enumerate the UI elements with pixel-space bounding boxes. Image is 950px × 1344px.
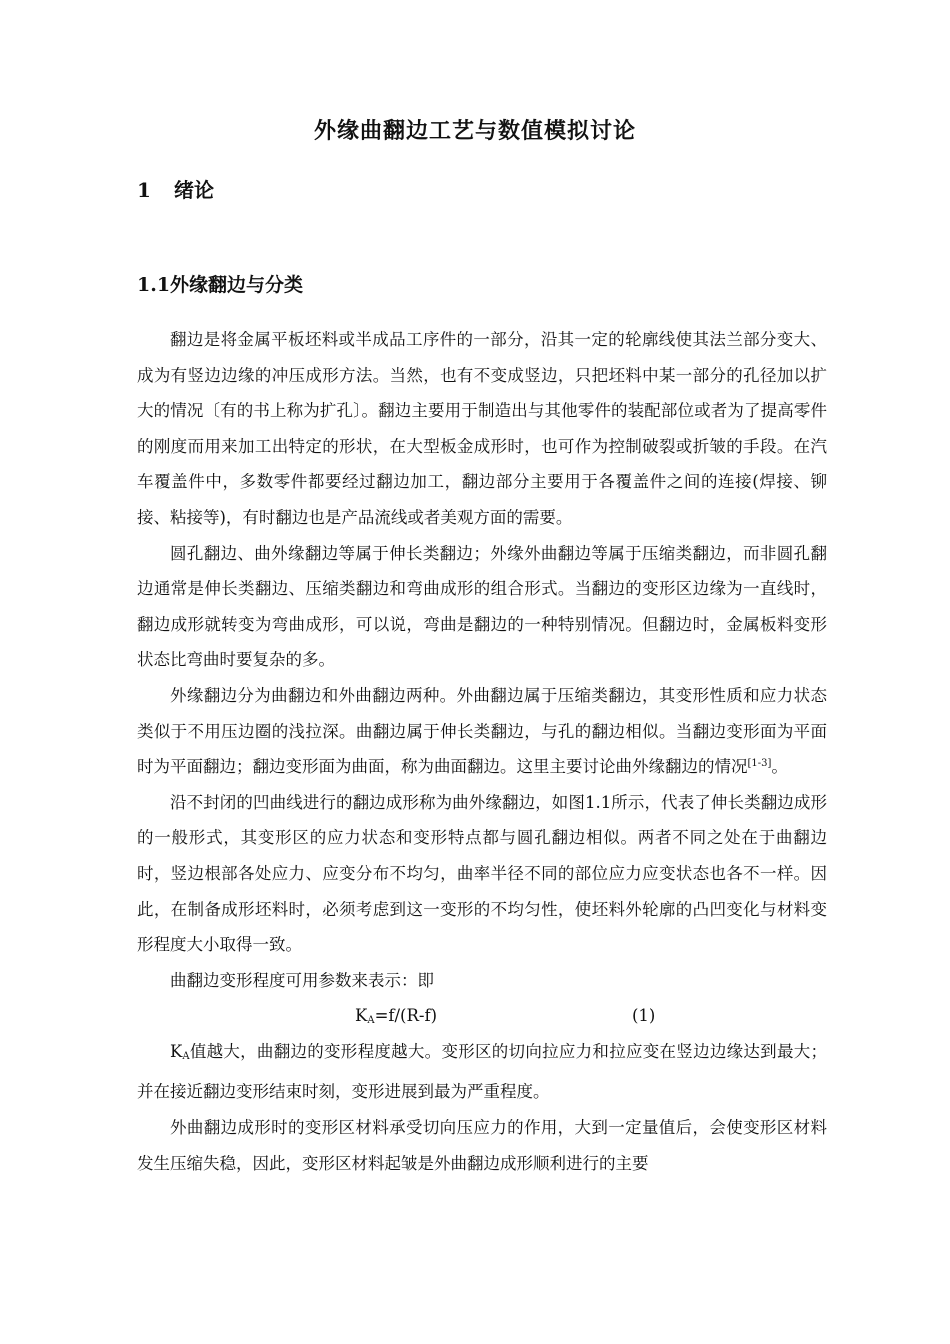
paragraph-7: 外曲翻边成形时的变形区材料承受切向压应力的作用，大到一定量值后，会使变形区材料发生压缩失稳，因此，变形区材料起皱是外曲翻边成形顺利进行的主要 <box>137 1118 827 1173</box>
paragraph-2: 圆孔翻边、曲外缘翻边等属于伸长类翻边；外缘外曲翻边等属于压缩类翻边，而非圆孔翻边通常是伸长类翻边、压缩类翻边和弯曲成形的组合形式。当翻边的变形区边缘为一直线时，翻边成形就转变为弯曲成形，可以说，弯曲是翻边的一种特别情况。但翻边时，金属板料变形状态比弯曲时要复杂的多。 <box>137 543 827 670</box>
section-heading-1 <box>137 174 214 203</box>
paragraph-3-text: 外缘翻边分为曲翻边和外曲翻边两种。外曲翻边属于压缩类翻边，其变形性质和应力状态类似于不用压边圈的浅拉深。曲翻边属于伸长类翻边，与孔的翻边相似。当翻边变形面为平面时为平面翻边；翻边变形面为曲面，称为曲面翻边。这里主要讨论曲外缘翻边的情况 <box>137 685 827 777</box>
citation-ref: [1-3] <box>747 758 772 770</box>
subsection-heading-1-1: 1.1外缘翻边与分类 <box>137 274 304 296</box>
equation-lhs: K <box>355 1006 368 1026</box>
paragraph-6-text: 值越大，曲翻边的变形程度越大。变形区的切向拉应力和拉应变在竖边边缘达到最大；并在接近翻边变形结束时刻，变形进展到最为严重程度。 <box>137 1041 827 1102</box>
paragraph-6 <box>137 1034 827 1110</box>
equation-lhs-subscript: A <box>367 1015 375 1027</box>
ka-symbol-subscript: A <box>182 1050 190 1062</box>
section-title: 绪论 <box>174 178 214 202</box>
paragraph-3-end: 。 <box>771 757 788 777</box>
paragraph-4: 沿不封闭的凹曲线进行的翻边成形称为曲外缘翻边，如图1.1所示，代表了伸长类翻边成形的一般形式，其变形区的应力状态和变形特点都与圆孔翻边相似。两者不同之处在于曲翻边时，竖边根部各处应力、应变分布不均匀，曲率半径不同的部位应力应变状态也各不一样。因此，在制备成形坯料时，必须考虑到这一变形的不均匀性，使坯料外轮廓的凸凹变化与材料变形程度大小取得一致。 <box>137 792 827 955</box>
ka-symbol <box>170 1042 190 1061</box>
section-number: 1 <box>137 178 151 202</box>
equation-row <box>137 998 827 1034</box>
equation-rhs: =f/(R-f) <box>374 1006 438 1026</box>
equation <box>355 998 437 1039</box>
document-title: 外缘曲翻边工艺与数值模拟讨论 <box>313 118 636 144</box>
paragraph-3 <box>137 678 827 785</box>
paragraph-5: 曲翻边变形程度可用参数来表示：即 <box>170 970 434 990</box>
paragraph-1: 翻边是将金属平板坯料或半成品工序件的一部分，沿其一定的轮廓线使其法兰部分变大、成为有竖边边缘的冲压成形方法。当然，也有不变成竖边，只把坯料中某一部分的孔径加以扩大的情况〔有的书上称为扩孔〕。翻边主要用于制造出与其他零件的装配部位或者为了提高零件的刚度而用来加工出特定的形状，在大型板金成形时，也可作为控制破裂或折皱的手段。在汽车覆盖件中，多数零件都要经过翻边加工，翻边部分主要用于各覆盖件之间的连接(焊接、铆接、粘接等)，有时翻边也是产品流线或者美观方面的需要。 <box>137 330 827 527</box>
body-text <box>137 322 827 1181</box>
equation-number: (1) <box>632 1006 656 1026</box>
ka-symbol-main: K <box>170 1041 183 1061</box>
